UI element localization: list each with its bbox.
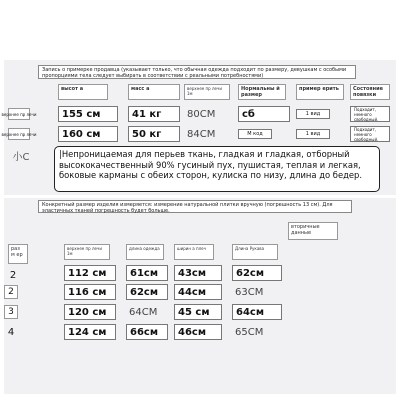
row-label: верхнее пр лечи <box>8 128 30 140</box>
chest-value: 124 см <box>64 324 116 340</box>
sleeve-value: 65CM <box>235 326 264 338</box>
weight-value: 41 кг <box>128 106 180 122</box>
header-shoulder: ширин а плеч <box>174 244 214 260</box>
header-chest: верхнее пр лечи 1м <box>64 244 110 260</box>
length-value: 64CM <box>129 306 158 318</box>
chest-value: 80CM <box>187 108 216 120</box>
header-weight: масс а <box>128 84 180 100</box>
header-size: раз м ер <box>8 244 28 264</box>
header-chest: верхнее пр лечи 1м <box>184 84 230 100</box>
length-value: 61см <box>126 265 168 281</box>
fit-value: 1 вид <box>296 109 330 119</box>
chest-value: 84CM <box>187 128 216 140</box>
weight-value: 50 кг <box>128 126 180 142</box>
height-value: 155 см <box>58 106 118 122</box>
size-code: 3 <box>4 305 18 319</box>
sleeve-value: 62см <box>232 265 282 281</box>
chest-value: 112 см <box>64 265 116 281</box>
size-code: 2 <box>9 269 17 281</box>
header-normal-size: Нормальны й размер <box>238 84 286 100</box>
band-value: Подходит, немного свободный. <box>350 126 390 142</box>
length-value: 62см <box>126 284 168 300</box>
size-value: M код <box>238 129 272 139</box>
shoulder-value: 45 см <box>174 304 222 320</box>
band-value: Подходит, немного свободный. <box>350 106 390 122</box>
header-secondary-data: вторичные данные <box>288 222 338 240</box>
shoulder-value: 44см <box>174 284 222 300</box>
header-try-on: пример ерить <box>296 84 344 100</box>
row-label: верхнее пр лечи <box>8 108 30 120</box>
fitting-note: Запись о примерке продавца (указывает только, что обычная одежда подходит по размеру, девушкам с особыми пропорциями тела следует выбирать в соответствии с реальными потребностями) <box>38 65 356 79</box>
header-length: длина одежда <box>126 244 164 260</box>
sleeve-value: 63CM <box>235 286 264 298</box>
chest-value: 120 см <box>64 304 116 320</box>
size-value: сб <box>238 106 290 122</box>
fit-value: 1 вид <box>296 129 330 139</box>
header-sleeve: Длина Рукава <box>232 244 278 260</box>
chest-value: 116 см <box>64 284 116 300</box>
measurement-note: Конкретный размер изделия измеряется: измерение натуральной плитки вручную (погрешность 13 см). Для эластичных тканей погрешность будет больше. <box>38 200 352 213</box>
header-height: высот а <box>58 84 108 100</box>
sleeve-value: 64см <box>232 304 282 320</box>
size-code: 2 <box>4 285 18 299</box>
size-code: 小C <box>12 151 30 163</box>
product-description: |Непроницаемая для перьев ткань, гладкая и гладкая, отборный высококачественный 90% гусиный пух, пушистая, теплая и легкая, боковые карманы с обеих сторон, кулиска по низу, длина до бедер. <box>54 146 380 192</box>
height-value: 160 см <box>58 126 118 142</box>
header-band-state: Состояние повязки <box>350 84 390 100</box>
size-code: 4 <box>7 326 15 338</box>
length-value: 66см <box>126 324 168 340</box>
shoulder-value: 43см <box>174 265 222 281</box>
shoulder-value: 46см <box>174 324 222 340</box>
